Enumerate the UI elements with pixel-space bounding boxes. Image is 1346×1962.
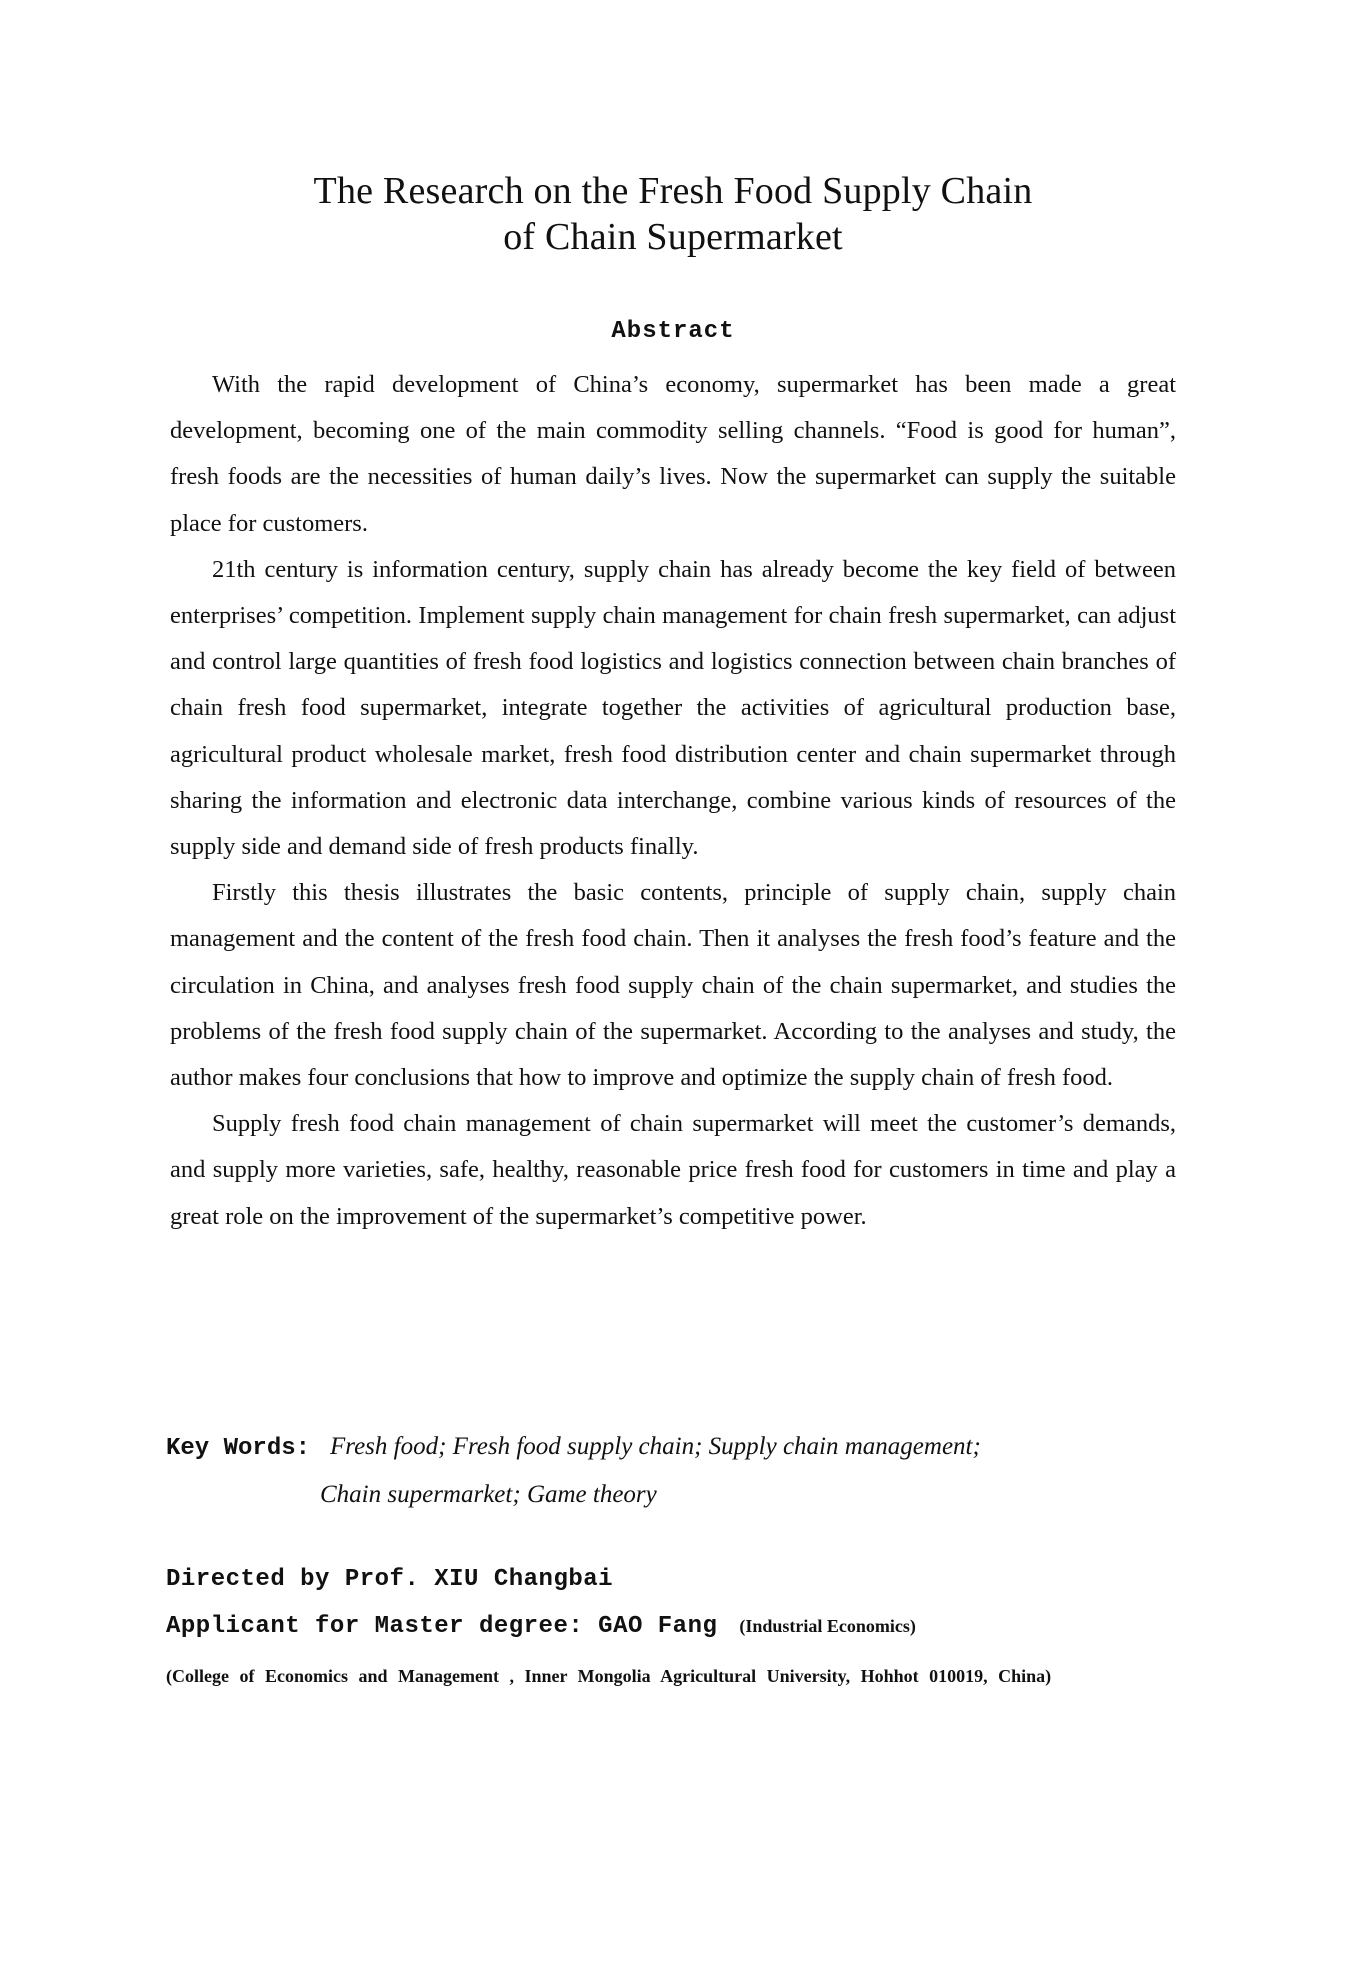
paper-title [0,168,1346,260]
keyword-separator: ; [512,1481,521,1508]
keyword: Chain supermarket [320,1481,513,1508]
keyword: Fresh food [330,1433,439,1460]
abstract-paragraph: Supply fresh food chain management of chain supermarket will meet the customer’s demands, and supply more varieties, safe, healthy, reasonable price fresh food for customers in time and play a great role on the improvement of the supermarket’s competitive power. [170,1110,1176,1230]
keyword-separator: ; [438,1433,447,1460]
keyword: Fresh food supply chain [452,1433,695,1460]
affiliation-line: (College of Economics and Management , Inner Mongolia Agricultural University, Hohhot 010019, China) [166,1666,1052,1686]
applicant-line [166,1613,916,1640]
advisor-line: Directed by Prof. XIU Changbai [166,1566,614,1593]
keywords-block [166,1424,1176,1518]
keywords-label: Key Words: [166,1435,311,1462]
keyword: Game theory [526,1481,657,1508]
field-of-study: (Industrial Economics) [739,1616,916,1636]
abstract-paragraph: Firstly this thesis illustrates the basic contents, principle of supply chain, supply chain management and the content of the fresh food chain. Then it analyses the fresh food’s feature and the circulation in China, and analyses fresh food supply chain of the chain supermarket, and studies the problems of the fresh food supply chain of the supermarket. According to the analyses and study, the author makes four conclusions that how to improve and optimize the supply chain of fresh food. [170,879,1176,1092]
title-line-1: The Research on the Fresh Food Supply Chain [313,170,1033,212]
keyword: Supply chain management [708,1433,973,1460]
abstract-paragraph: 21th century is information century, supply chain has already become the key field of between enterprises’ competition. Implement supply chain management for chain fresh supermarket, can adjust and control large quantities of fresh food logistics and logistics connection between chain branches of chain fresh food supermarket, integrate together the activities of agricultural production base, agricultural product wholesale market, fresh food distribution center and chain supermarket through sharing the information and electronic data interchange, combine various kinds of resources of the supply side and demand side of fresh products finally. [170,555,1176,861]
abstract-paragraph: With the rapid development of China’s economy, supermarket has been made a great development, becoming one of the main commodity selling channels. “Food is good for human”, fresh foods are the necessities of human daily’s lives. Now the supermarket can supply the suitable place for customers. [170,371,1176,537]
abstract-body [170,362,1176,1240]
keyword-separator: ; [694,1433,703,1460]
applicant-text: Applicant for Master degree: GAO Fang [166,1613,718,1640]
title-line-2: of Chain Supermarket [503,216,843,258]
abstract-heading: Abstract [611,318,735,345]
keyword-separator: ; [972,1433,981,1460]
